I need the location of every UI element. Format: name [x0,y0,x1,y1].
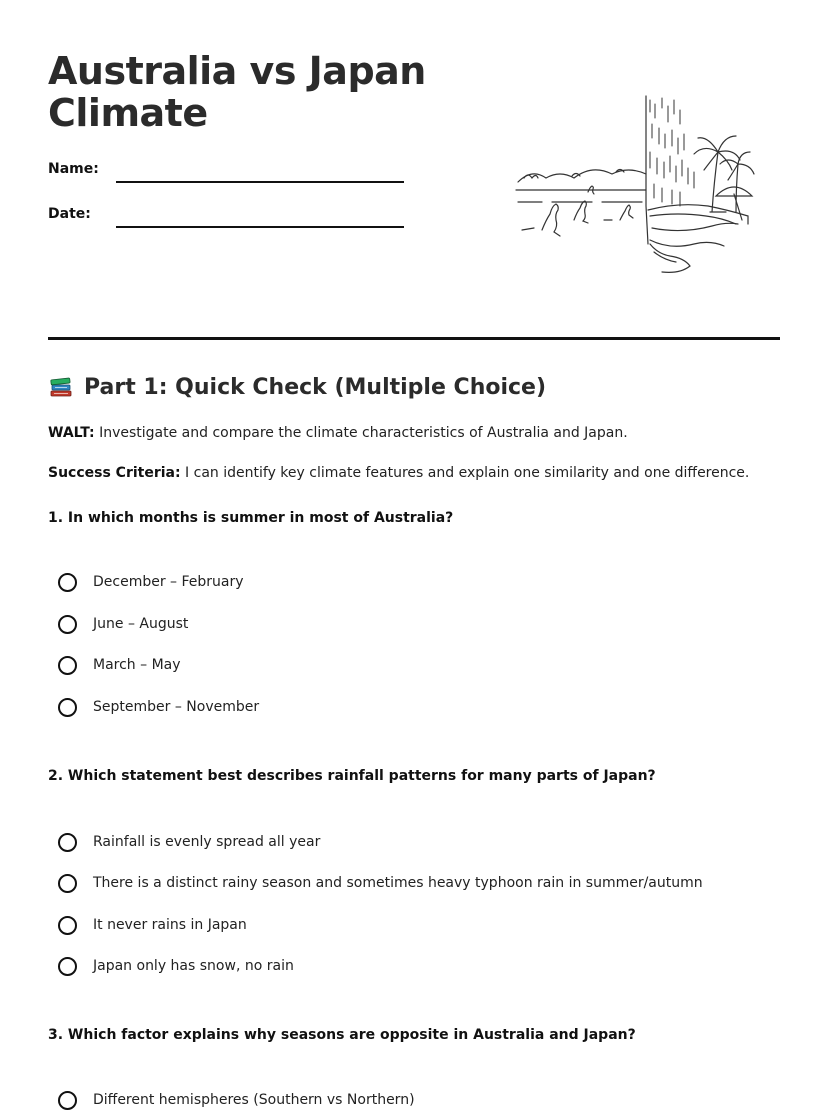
option-label: Different hemispheres (Southern vs Northern) [93,1092,415,1108]
rain-lines [650,98,694,206]
part1-heading [48,374,546,400]
radio-button[interactable] [58,916,77,935]
walt-statement [48,425,628,441]
criteria-text: I can identify key climate features and explain one similarity and one difference. [180,465,750,481]
option-label: Japan only has snow, no rain [93,958,294,974]
q2-option-4[interactable] [58,954,294,978]
title-line-2: Climate [48,91,208,135]
q1-option-2[interactable] [58,612,188,636]
success-criteria [48,465,749,481]
date-label: Date: [48,206,91,222]
q3-option-1[interactable] [58,1088,415,1112]
date-line[interactable] [116,226,404,228]
palm-trees [694,136,754,212]
option-label: It never rains in Japan [93,917,247,933]
criteria-label: Success Criteria: [48,465,181,481]
radio-button[interactable] [58,833,77,852]
climate-illustration [512,94,764,278]
option-label: There is a distinct rainy season and sometimes heavy typhoon rain in summer/autumn [93,875,703,891]
books-icon [48,374,74,400]
radio-button[interactable] [58,874,77,893]
question-2: 2. Which statement best describes rainfall patterns for many parts of Japan? [48,768,656,784]
part1-heading-text: Part 1: Quick Check (Multiple Choice) [84,374,547,400]
scene-divider [646,96,648,244]
radio-button[interactable] [58,615,77,634]
q1-option-1[interactable] [58,570,244,594]
radio-button[interactable] [58,1091,77,1110]
question-3: 3. Which factor explains why seasons are opposite in Australia and Japan? [48,1027,636,1043]
q2-option-2[interactable] [58,871,703,895]
name-field [48,161,99,177]
kangaroos [522,186,633,236]
radio-button[interactable] [58,573,77,592]
question-1: 1. In which months is summer in most of Australia? [48,510,454,526]
option-label: Rainfall is evenly spread all year [93,834,321,850]
walt-text: Investigate and compare the climate characteristics of Australia and Japan. [94,425,628,441]
q2-option-3[interactable] [58,913,247,937]
worksheet-title [48,50,448,134]
title-line-1: Australia vs Japan [48,49,426,93]
name-label: Name: [48,161,99,177]
name-line[interactable] [116,181,404,183]
walt-label: WALT: [48,425,95,441]
radio-button[interactable] [58,656,77,675]
q1-option-4[interactable] [58,695,259,719]
option-label: June – August [93,616,189,632]
section-divider [48,337,780,340]
option-label: September – November [93,699,260,715]
option-label: March – May [93,657,181,673]
q2-option-1[interactable] [58,830,320,854]
date-field [48,206,91,222]
q1-option-3[interactable] [58,653,181,677]
option-label: December – February [93,574,244,590]
radio-button[interactable] [58,698,77,717]
radio-button[interactable] [58,957,77,976]
stream [650,244,690,272]
